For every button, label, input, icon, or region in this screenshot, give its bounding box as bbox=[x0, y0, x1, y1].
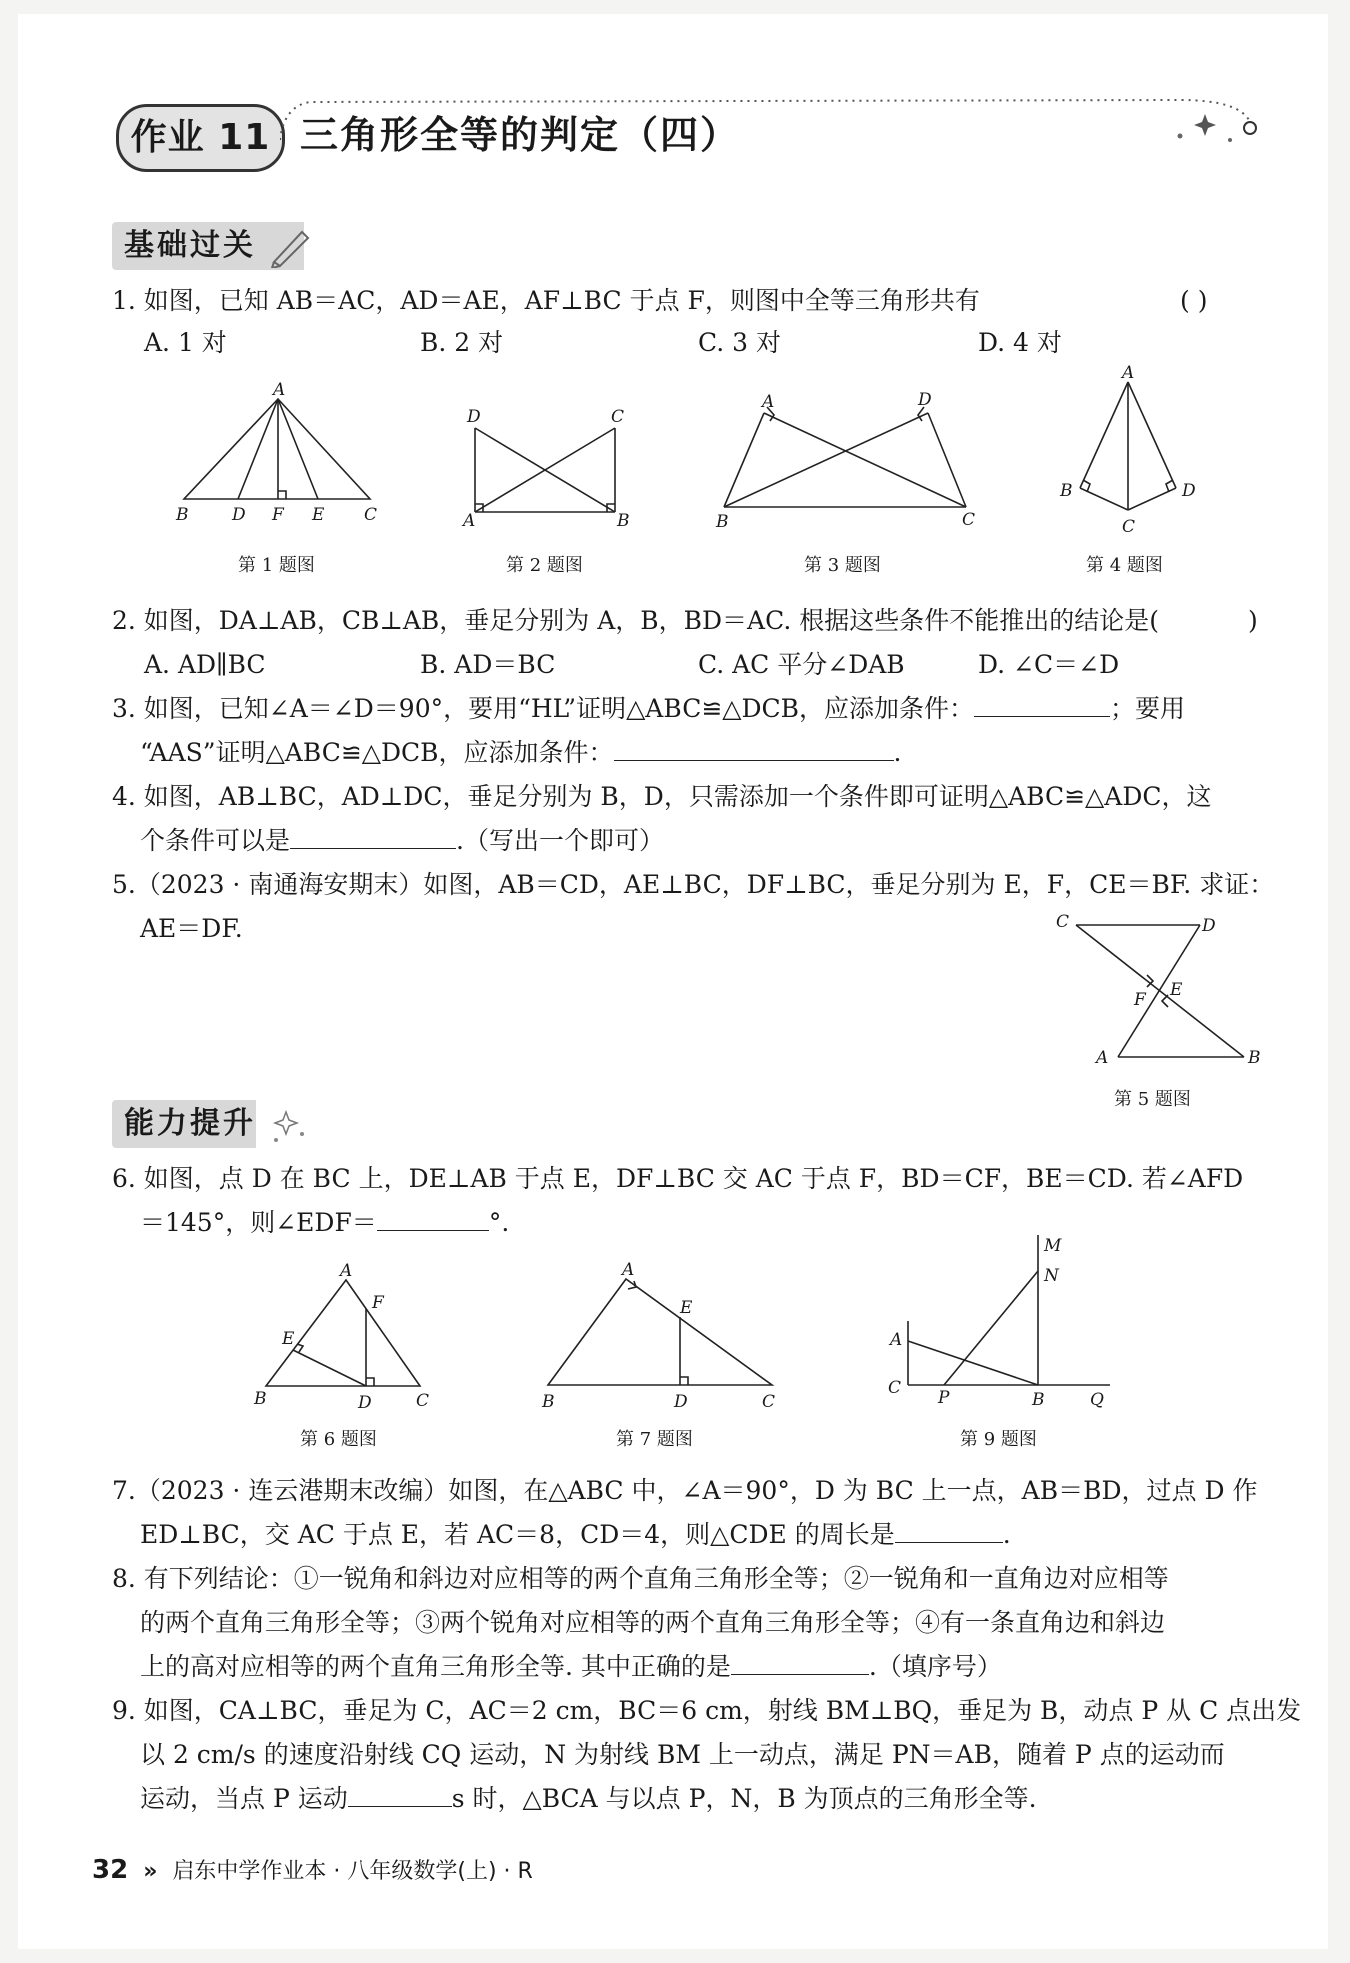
question-8-line-2: 的两个直角三角形全等；③两个锐角对应相等的两个直角三角形全等；④有一条直角边和斜边 bbox=[140, 1608, 1166, 1637]
figure-2-caption: 第 2 题图 bbox=[506, 555, 583, 576]
label-p: P bbox=[938, 1388, 950, 1408]
question-5-line-1: 5.（2023 · 南通海安期末）如图，AB＝CD，AE⊥BC，DF⊥BC，垂足分别为 E，F，CE＝BF. 求证： bbox=[112, 870, 1275, 899]
question-8-text-b: .（填序号） bbox=[868, 1652, 1002, 1681]
question-7-blank[interactable] bbox=[895, 1516, 1003, 1543]
figure-5-diagram bbox=[1046, 905, 1266, 1075]
question-3-line-2 bbox=[140, 732, 902, 774]
question-8-text-a: 上的高对应相等的两个直角三角形全等. 其中正确的是 bbox=[140, 1652, 731, 1681]
question-4-line-2 bbox=[140, 820, 664, 862]
figure-7-caption: 第 7 题图 bbox=[616, 1429, 693, 1450]
question-2-option-d: D. ∠C＝∠D bbox=[978, 650, 1120, 679]
homework-number-badge: 作业 11 bbox=[116, 104, 285, 172]
question-1-option-d: D. 4 对 bbox=[978, 328, 1062, 357]
question-1-option-a: A. 1 对 bbox=[144, 328, 227, 357]
label-b: B bbox=[716, 512, 729, 532]
label-f: F bbox=[1134, 990, 1146, 1010]
question-9-text-b: s 时，△BCA 与以点 P，N，B 为顶点的三角形全等. bbox=[451, 1784, 1037, 1813]
label-b: B bbox=[176, 505, 189, 525]
double-chevron-icon: » bbox=[143, 1859, 158, 1884]
question-6-line-2 bbox=[140, 1202, 509, 1244]
figure-7-diagram bbox=[536, 1255, 786, 1417]
label-c: C bbox=[1122, 517, 1136, 537]
label-q: Q bbox=[1090, 1390, 1104, 1410]
label-d: D bbox=[1202, 916, 1216, 936]
label-d: D bbox=[232, 505, 246, 525]
figure-3-diagram bbox=[710, 385, 980, 535]
figure-4-caption: 第 4 题图 bbox=[1086, 555, 1163, 576]
label-a: A bbox=[340, 1261, 353, 1281]
label-b: B bbox=[1060, 481, 1073, 501]
label-a: A bbox=[1096, 1048, 1109, 1068]
label-c: C bbox=[611, 407, 625, 427]
section-basic-label: 基础过关 bbox=[112, 222, 304, 270]
question-1-option-c: C. 3 对 bbox=[698, 328, 781, 357]
question-2-bracket-end: ) bbox=[1248, 606, 1258, 635]
label-b: B bbox=[1248, 1048, 1261, 1068]
figure-2-diagram bbox=[455, 400, 645, 540]
figure-1-caption: 第 1 题图 bbox=[238, 555, 315, 576]
label-a: A bbox=[622, 1260, 635, 1280]
label-d: D bbox=[467, 407, 481, 427]
question-3-blank-2[interactable] bbox=[614, 734, 894, 761]
question-4-text-a: 个条件可以是 bbox=[140, 826, 291, 855]
figure-5-caption: 第 5 题图 bbox=[1114, 1089, 1191, 1110]
question-6-blank[interactable] bbox=[377, 1204, 489, 1231]
question-7-text-b: . bbox=[1002, 1520, 1011, 1549]
question-2-option-a: A. AD∥BC bbox=[144, 650, 266, 679]
question-2-option-b: B. AD＝BC bbox=[420, 650, 556, 679]
label-a: A bbox=[762, 392, 775, 412]
label-b: B bbox=[617, 511, 630, 531]
label-c: C bbox=[962, 510, 976, 530]
question-3-text-d: . bbox=[893, 738, 902, 767]
question-6-text-b: °. bbox=[488, 1208, 510, 1237]
question-9-line-3 bbox=[140, 1778, 1037, 1820]
pencil-icon bbox=[268, 224, 312, 268]
label-a: A bbox=[463, 511, 476, 531]
question-8-line-3 bbox=[140, 1646, 1002, 1688]
label-e: E bbox=[282, 1329, 295, 1349]
label-e: E bbox=[312, 505, 325, 525]
label-d: D bbox=[918, 390, 932, 410]
figure-4-diagram bbox=[1048, 360, 1208, 540]
question-8-blank[interactable] bbox=[731, 1648, 869, 1675]
section-advanced-label: 能力提升 bbox=[112, 1100, 256, 1148]
book-title: 启东中学作业本 · 八年级数学(上) · R bbox=[172, 1859, 533, 1884]
question-2-text: 2. 如图，DA⊥AB，CB⊥AB，垂足分别为 A，B，BD＝AC. 根据这些条件不能推出的结论是( bbox=[112, 606, 1159, 635]
label-c: C bbox=[762, 1392, 776, 1412]
label-c: C bbox=[888, 1378, 902, 1398]
question-4-line-1: 4. 如图，AB⊥BC，AD⊥DC，垂足分别为 B，D，只需添加一个条件即可证明△ABC≌△ADC，这 bbox=[112, 782, 1212, 811]
question-2-option-c: C. AC 平分∠DAB bbox=[698, 650, 905, 679]
label-e: E bbox=[680, 1298, 693, 1318]
label-c: C bbox=[364, 505, 378, 525]
question-1-answer-bracket: ( ) bbox=[1180, 286, 1208, 315]
label-c: C bbox=[416, 1391, 430, 1411]
question-9-blank[interactable] bbox=[348, 1780, 452, 1807]
figure-6-caption: 第 6 题图 bbox=[300, 1429, 377, 1450]
question-4-text-b: .（写出一个即可） bbox=[456, 826, 664, 855]
question-3-text-c: “AAS”证明△ABC≌△DCB，应添加条件： bbox=[140, 738, 614, 767]
question-3-blank-1[interactable] bbox=[974, 690, 1110, 717]
label-a: A bbox=[273, 380, 286, 400]
question-9-line-1: 9. 如图，CA⊥BC，垂足为 C，AC＝2 cm，BC＝6 cm，射线 BM⊥BQ，垂足为 B，动点 P 从 C 点出发 bbox=[112, 1696, 1302, 1725]
label-n: N bbox=[1044, 1266, 1059, 1286]
question-7-text-a: ED⊥BC，交 AC 于点 E，若 AC＝8，CD＝4，则△CDE 的周长是 bbox=[140, 1520, 895, 1549]
page-number: 32 bbox=[92, 1855, 129, 1885]
question-9-text-a: 运动，当点 P 运动 bbox=[140, 1784, 348, 1813]
question-3-line-1 bbox=[112, 688, 1185, 730]
label-b: B bbox=[1032, 1390, 1045, 1410]
question-3-text-a: 3. 如图，已知∠A＝∠D＝90°，要用“HL”证明△ABC≌△DCB，应添加条件： bbox=[112, 694, 975, 723]
question-1-option-b: B. 2 对 bbox=[420, 328, 504, 357]
question-5-line-2: AE＝DF. bbox=[140, 914, 243, 943]
question-6-text-a: ＝145°，则∠EDF＝ bbox=[140, 1208, 377, 1237]
figure-9-caption: 第 9 题图 bbox=[960, 1429, 1037, 1450]
question-4-blank[interactable] bbox=[290, 822, 456, 849]
label-e: E bbox=[1170, 980, 1183, 1000]
label-a: A bbox=[1122, 363, 1135, 383]
figure-3-caption: 第 3 题图 bbox=[804, 555, 881, 576]
label-d: D bbox=[674, 1392, 688, 1412]
figure-1-diagram bbox=[170, 375, 390, 535]
label-a: A bbox=[890, 1330, 903, 1350]
figure-9-diagram bbox=[878, 1225, 1128, 1417]
label-f: F bbox=[372, 1293, 384, 1313]
label-b: B bbox=[254, 1389, 267, 1409]
label-d: D bbox=[358, 1393, 372, 1413]
page-footer bbox=[92, 1852, 533, 1890]
label-b: B bbox=[542, 1392, 555, 1412]
label-f: F bbox=[272, 505, 284, 525]
page-title: 三角形全等的判定（四） bbox=[300, 113, 741, 157]
question-7-line-2 bbox=[140, 1514, 1011, 1556]
question-1-text: 1. 如图，已知 AB＝AC，AD＝AE，AF⊥BC 于点 F，则图中全等三角形共有 bbox=[112, 286, 980, 315]
label-m: M bbox=[1044, 1236, 1062, 1256]
question-6-line-1: 6. 如图，点 D 在 BC 上，DE⊥AB 于点 E，DF⊥BC 交 AC 于点 F，BD＝CF，BE＝CD. 若∠AFD bbox=[112, 1164, 1244, 1193]
question-3-text-b: ；要用 bbox=[1110, 694, 1186, 723]
question-7-line-1: 7.（2023 · 连云港期末改编）如图，在△ABC 中，∠A＝90°，D 为 BC 上一点，AB＝BD，过点 D 作 bbox=[112, 1476, 1258, 1505]
sparkle-icon bbox=[266, 1104, 312, 1148]
label-d: D bbox=[1182, 481, 1196, 501]
question-8-line-1: 8. 有下列结论：①一锐角和斜边对应相等的两个直角三角形全等；②一锐角和一直角边对应相等 bbox=[112, 1564, 1169, 1593]
question-9-line-2: 以 2 cm/s 的速度沿射线 CQ 运动，N 为射线 BM 上一动点，满足 PN＝AB，随着 P 点的运动而 bbox=[140, 1740, 1225, 1769]
label-c: C bbox=[1056, 912, 1070, 932]
header-decoration bbox=[280, 92, 1270, 152]
figure-6-diagram bbox=[248, 1258, 448, 1418]
